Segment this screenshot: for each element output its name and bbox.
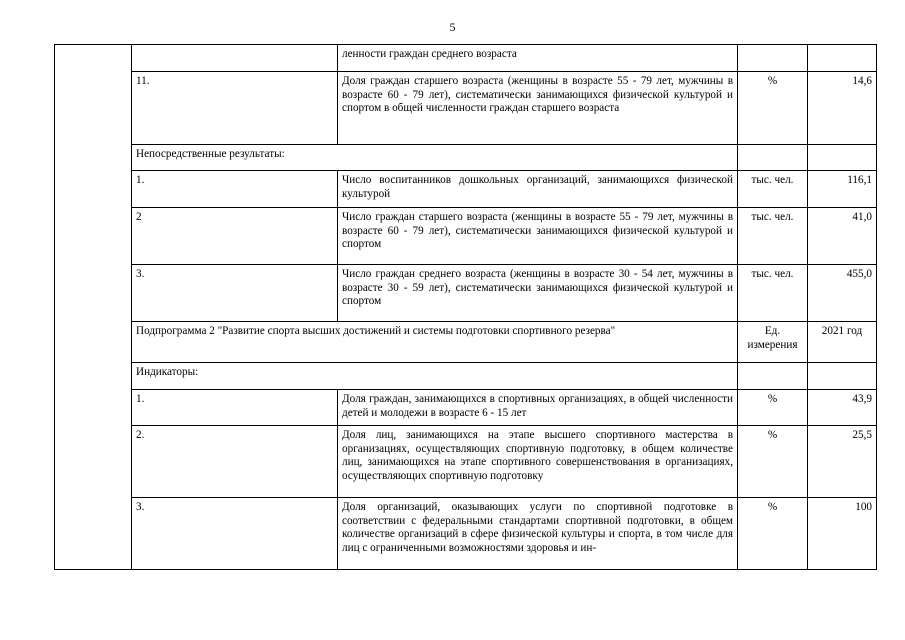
table-row — [55, 426, 877, 498]
year-header: 2021 год — [808, 322, 877, 363]
row-number — [132, 45, 338, 72]
row-description: Доля граждан старшего возраста (женщины в возрасте 55 - 79 лет, мужчины в возрасте 60 - 79 лет), систематически занимающихся физической культурой и спортом в общей численности граждан старшего возраста — [338, 72, 738, 145]
row-unit — [738, 363, 808, 390]
row-number: 1. — [132, 171, 338, 208]
section-label: Индикаторы: — [132, 363, 738, 390]
row-unit: тыс. чел. — [738, 265, 808, 322]
row-unit: тыс. чел. — [738, 208, 808, 265]
row-description: ленности граждан среднего возраста — [338, 45, 738, 72]
row-unit: % — [738, 426, 808, 498]
table-row — [55, 45, 877, 72]
row-unit — [738, 145, 808, 171]
row-value: 41,0 — [808, 208, 877, 265]
row-unit: % — [738, 390, 808, 426]
table-row — [55, 390, 877, 426]
row-unit: тыс. чел. — [738, 171, 808, 208]
row-unit: % — [738, 498, 808, 570]
table-row — [55, 145, 877, 171]
row-value: 14,6 — [808, 72, 877, 145]
row-number: 3. — [132, 498, 338, 570]
row-unit: % — [738, 72, 808, 145]
table-row — [55, 72, 877, 145]
row-description: Доля граждан, занимающихся в спортивных организациях, в общей численности детей и молодежи в возрасте 6 - 15 лет — [338, 390, 738, 426]
table-row — [55, 498, 877, 570]
row-description: Доля организаций, оказывающих услуги по спортивной подготовке в соответствии с федеральными стандартами спортивной подготовки, в общем количестве организаций в сфере физической культуры и спорта, в том числе для лиц с ограниченными возможностями здоровья и ин- — [338, 498, 738, 570]
row-value — [808, 363, 877, 390]
row-value: 100 — [808, 498, 877, 570]
subprogram-title: Подпрограмма 2 "Развитие спорта высших достижений и системы подготовки спортивного резерва" — [132, 322, 738, 363]
row-number: 3. — [132, 265, 338, 322]
row-number: 2. — [132, 426, 338, 498]
row-number: 11. — [132, 72, 338, 145]
row-description: Число воспитанников дошкольных организаций, занимающихся физической культурой — [338, 171, 738, 208]
table-row — [55, 208, 877, 265]
left-margin-cell — [55, 45, 132, 570]
row-value: 455,0 — [808, 265, 877, 322]
table-row — [55, 322, 877, 363]
row-description: Число граждан среднего возраста (женщины в возрасте 30 - 54 лет, мужчины в возрасте 30 - 59 лет), систематически занимающихся физической культурой и спортом — [338, 265, 738, 322]
table-row — [55, 363, 877, 390]
row-number: 1. — [132, 390, 338, 426]
row-description: Доля лиц, занимающихся на этапе высшего спортивного мастерства в организациях, осуществляющих спортивную подготовку, в общем количестве лиц, занимающихся на этапе спортивного совершенствования в организациях, осуществляющих спортивную подготовку — [338, 426, 738, 498]
row-value — [808, 145, 877, 171]
row-value — [808, 45, 877, 72]
row-value: 25,5 — [808, 426, 877, 498]
unit-header: Ед. измерения — [738, 322, 808, 363]
row-description: Число граждан старшего возраста (женщины в возрасте 55 - 79 лет, мужчины в возрасте 60 - 79 лет), систематически занимающихся физической культурой и спортом — [338, 208, 738, 265]
row-value: 43,9 — [808, 390, 877, 426]
row-unit — [738, 45, 808, 72]
table-row — [55, 265, 877, 322]
row-value: 116,1 — [808, 171, 877, 208]
row-number: 2 — [132, 208, 338, 265]
indicator-table — [54, 44, 877, 570]
page-number: 5 — [449, 20, 456, 34]
section-label: Непосредственные результаты: — [132, 145, 738, 171]
table-row — [55, 171, 877, 208]
